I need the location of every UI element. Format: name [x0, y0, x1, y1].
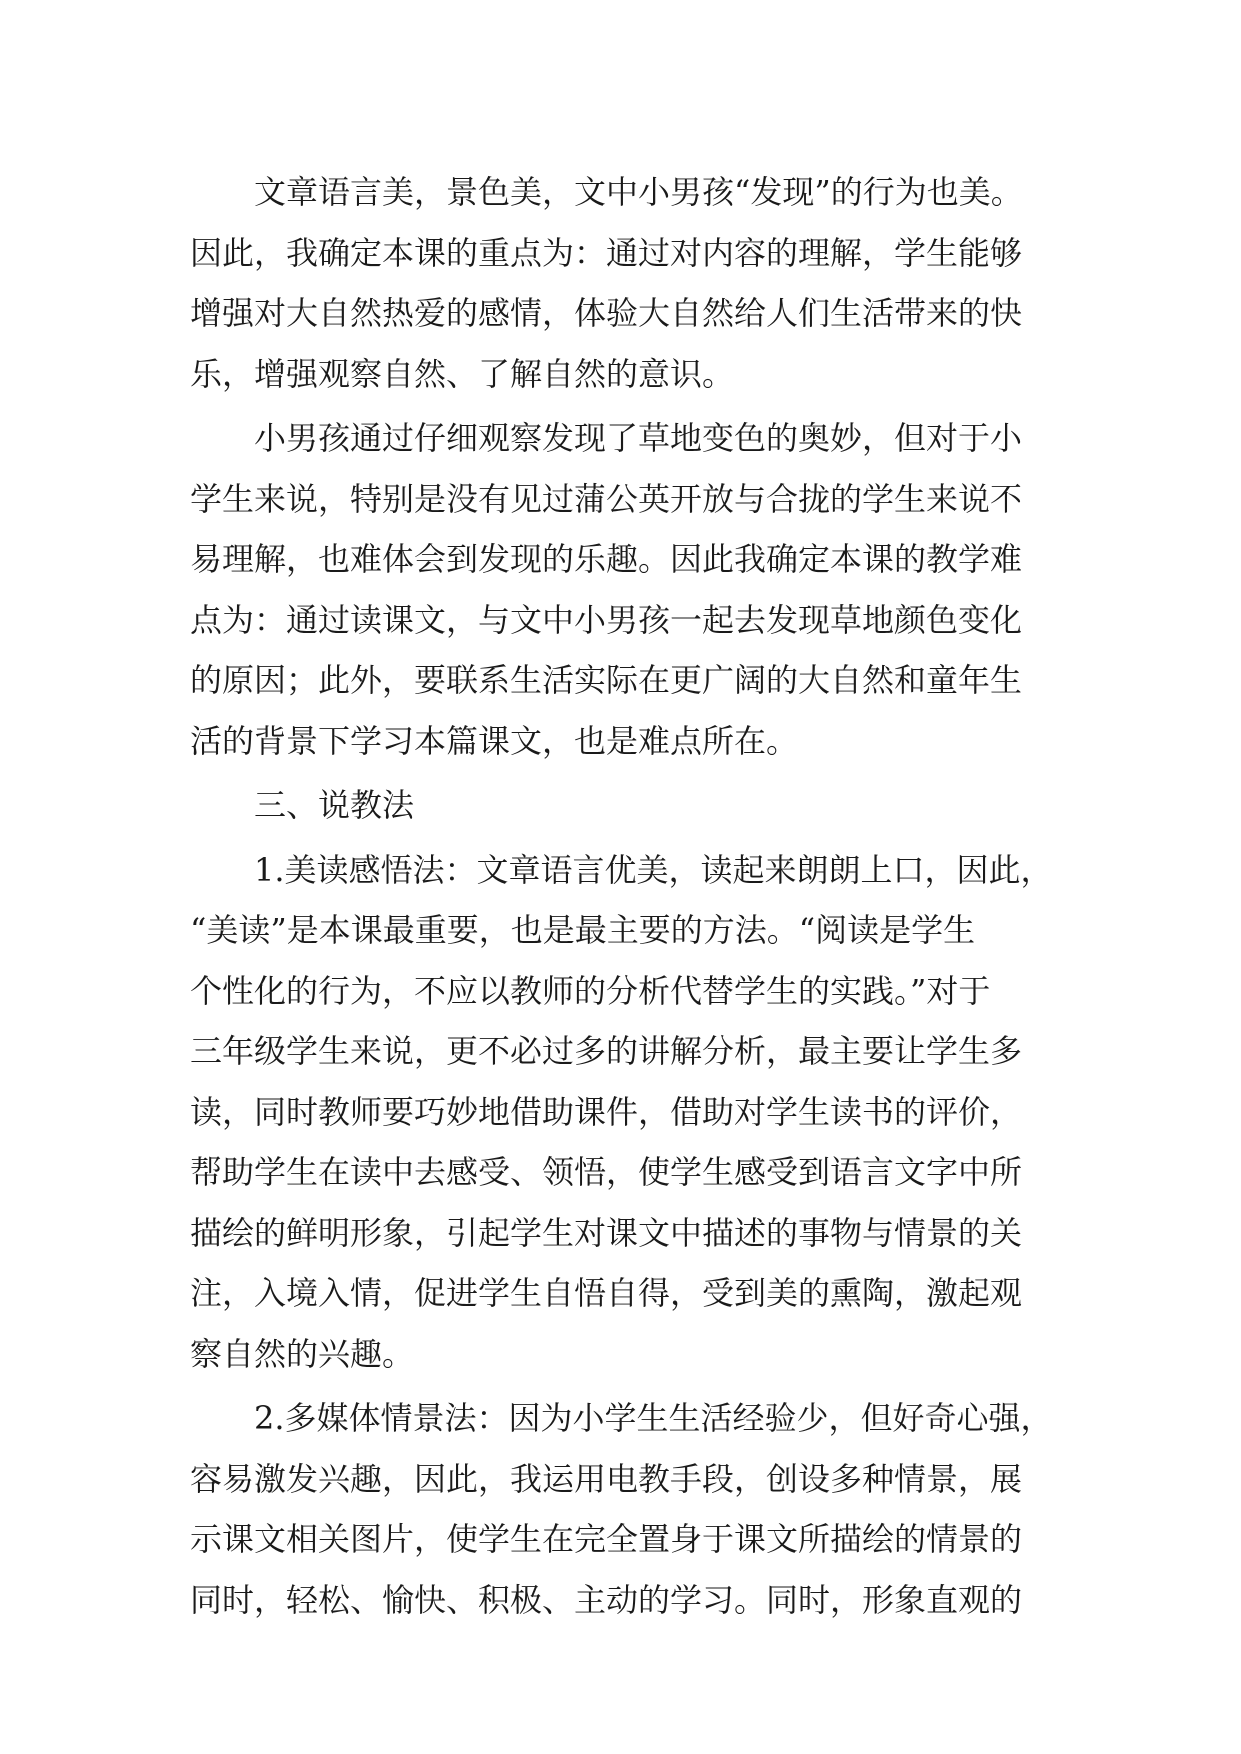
text-line: 示课文相关图片，使学生在完全置身于课文所描绘的情景的 [190, 1520, 1023, 1558]
section-heading [190, 775, 1050, 836]
text-line: 个性化的行为，不应以教师的分析代替学生的实践。”对于 [190, 971, 991, 1010]
text-line: 学生来说，特别是没有见过蒲公英开放与合拢的学生来说不 [190, 479, 1023, 518]
text-line: 注，入境入情，促进学生自悟自得，受到美的熏陶，激起观 [190, 1274, 1023, 1312]
paragraph-method-2 [190, 1388, 1053, 1630]
text-line: 小男孩通过仔细观察发现了草地变色的奥妙，但对于小 [254, 419, 1023, 457]
text-line: 的原因；此外，要联系生活实际在更广阔的大自然和童年生 [190, 661, 1023, 699]
text-line: 同时，轻松、愉快、积极、主动的学习。同时，形象直观的 [190, 1580, 1023, 1619]
text-line: 察自然的兴趣。 [190, 1334, 415, 1373]
paragraph-difficulties [190, 408, 1050, 771]
text-line: 三年级学生来说，更不必过多的讲解分析，最主要让学生多 [190, 1032, 1023, 1070]
text-line: “美读”是本课最重要，也是最主要的方法。“阅读是学生 [190, 911, 976, 949]
text-line: 乐，增强观察自然、了解自然的意识。 [190, 354, 735, 393]
document-page [190, 162, 1053, 1630]
text-line: 2.多媒体情景法：因为小学生生活经验少，但好奇心强， [254, 1399, 1053, 1437]
text-line: 活的背景下学习本篇课文，也是难点所在。 [190, 721, 799, 760]
text-line: 增强对大自然热爱的感情，体验大自然给人们生活带来的快 [190, 294, 1023, 332]
text-line: 容易激发兴趣，因此，我运用电教手段，创设多种情景，展 [190, 1459, 1023, 1498]
paragraph-method-1 [190, 840, 1053, 1385]
text-line: 文章语言美，景色美，文中小男孩“发现”的行为也美。 [254, 173, 1023, 211]
paragraph-key-points [190, 162, 1050, 404]
text-line: 点为：通过读课文，与文中小男孩一起去发现草地颜色变化 [190, 600, 1023, 639]
text-line: 帮助学生在读中去感受、领悟，使学生感受到语言文字中所 [190, 1153, 1023, 1191]
text-line: 读，同时教师要巧妙地借助课件，借助对学生读书的评价， [190, 1092, 1023, 1131]
text-line: 1.美读感悟法：文章语言优美，读起来朗朗上口，因此， [254, 850, 1053, 889]
section-heading-text: 三、说教法 [254, 786, 415, 824]
text-line: 描绘的鲜明形象，引起学生对课文中描述的事物与情景的关 [190, 1213, 1023, 1252]
text-line: 易理解，也难体会到发现的乐趣。因此我确定本课的教学难 [190, 540, 1023, 578]
text-line: 因此，我确定本课的重点为：通过对内容的理解，学生能够 [190, 233, 1023, 272]
